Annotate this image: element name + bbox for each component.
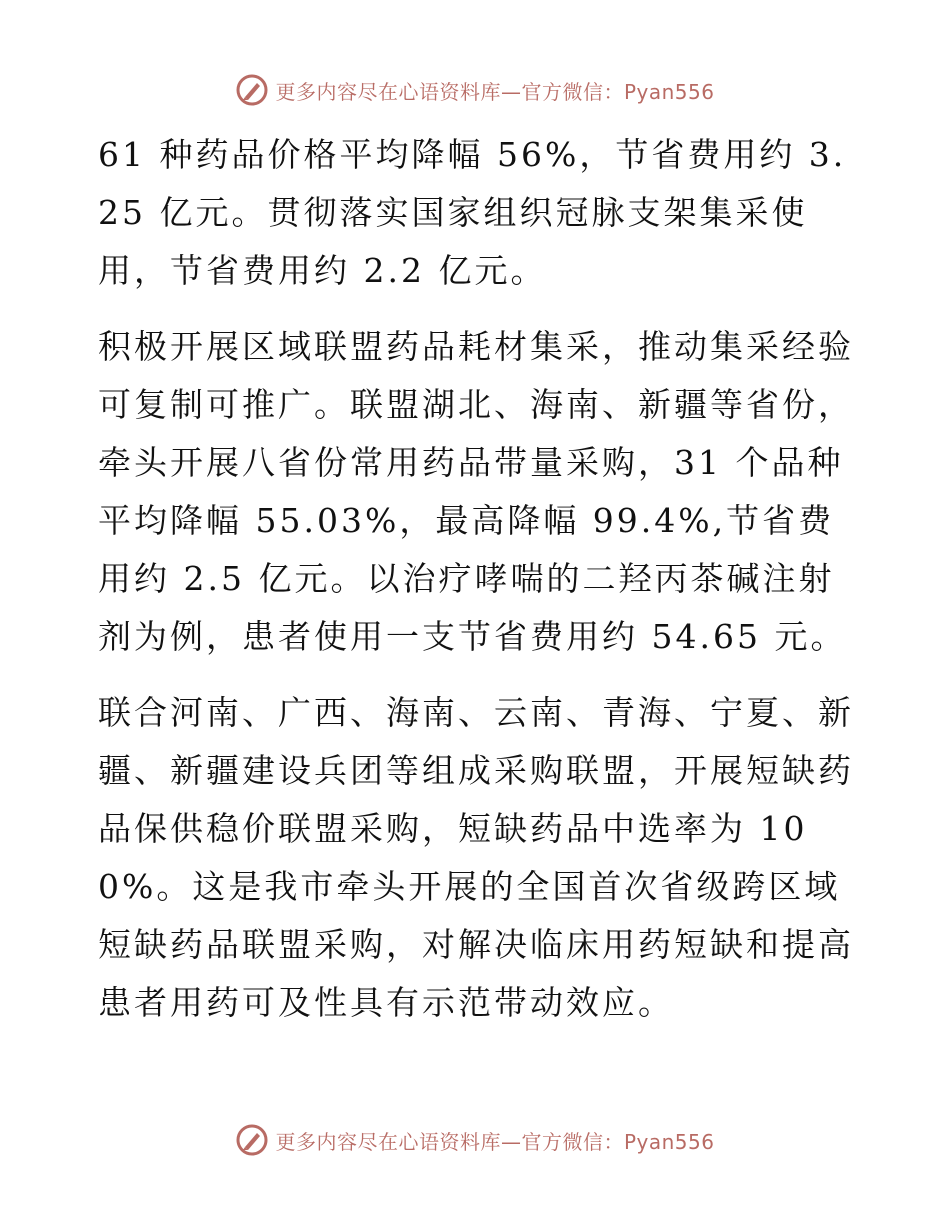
- pen-seal-icon: [235, 73, 269, 107]
- paragraph-2: 积极开展区域联盟药品耗材集采，推动集采经验可复制可推广。联盟湖北、海南、新疆等省份，牵头开展八省份常用药品带量采购，31 个品种平均降幅 55.03%，最高降幅 99.4%,节省费用约 2.5 亿元。以治疗哮喘的二羟丙茶碱注射剂为例，患者使用一支节省费用约 54.65 元。: [98, 327, 854, 656]
- document-body: [98, 126, 858, 1050]
- watermark-text: 更多内容尽在心语资料库—官方微信：Pyan556: [275, 79, 715, 104]
- watermark-text: 更多内容尽在心语资料库—官方微信：Pyan556: [275, 1129, 715, 1154]
- header-watermark: [0, 72, 950, 108]
- paragraph-1: 61 种药品价格平均降幅 56%，节省费用约 3.25 亿元。贯彻落实国家组织冠脉支架集采使用，节省费用约 2.2 亿元。: [98, 135, 847, 290]
- paragraph-3: 联合河南、广西、海南、云南、青海、宁夏、新疆、新疆建设兵团等组成采购联盟，开展短缺药品保供稳价联盟采购，短缺药品中选率为 100%。这是我市牵头开展的全国首次省级跨区域短缺药品联盟采购，对解决临床用药短缺和提高患者用药可及性具有示范带动效应。: [98, 693, 854, 1022]
- footer-watermark: [0, 1122, 950, 1158]
- pen-seal-icon: [235, 1123, 269, 1157]
